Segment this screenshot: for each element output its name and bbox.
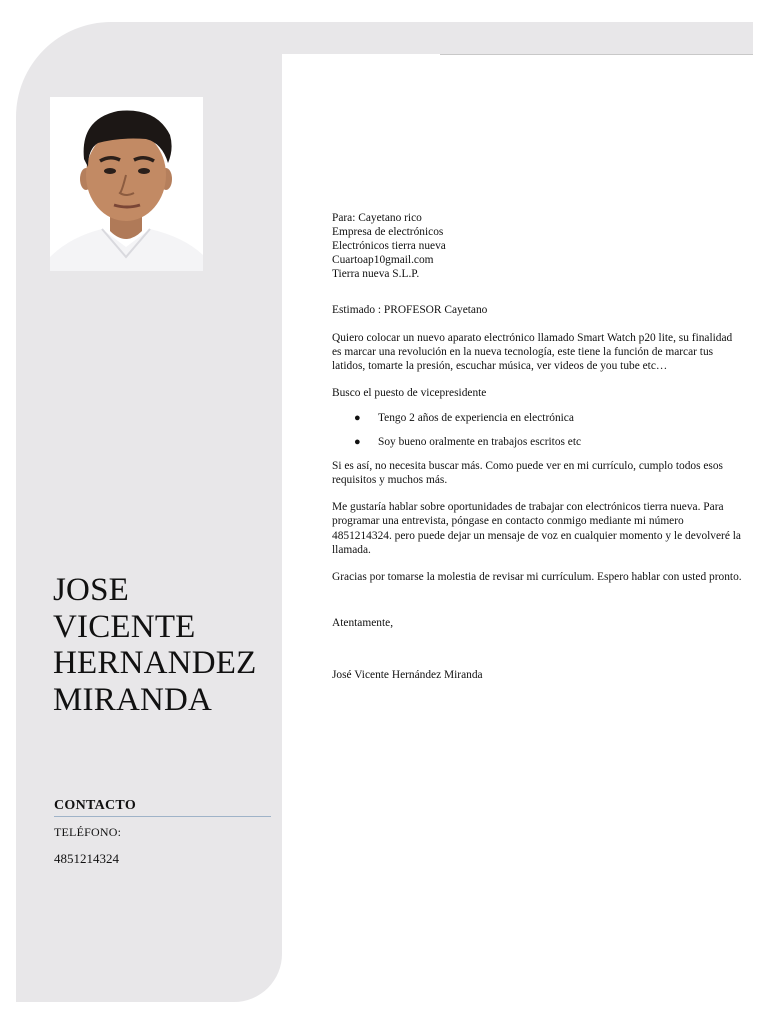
- list-item-text: Tengo 2 años de experiencia en electrónica: [378, 411, 574, 424]
- name-line: HERNANDEZ: [53, 645, 257, 681]
- list-item: [332, 435, 742, 449]
- recipient-line: Tierra nueva S.L.P.: [332, 268, 420, 281]
- recipient-line: Para: Cayetano rico: [332, 212, 422, 224]
- candidate-name: [53, 572, 278, 718]
- recipient-line: Electrónicos tierra nueva: [332, 240, 446, 253]
- top-band: [120, 22, 753, 54]
- recipient-block: [332, 211, 742, 281]
- list-item: [332, 411, 742, 425]
- profile-photo: [50, 97, 203, 271]
- phone-number: 4851214324: [54, 851, 119, 866]
- list-item-text: Soy bueno oralmente en trabajos escritos etc: [378, 436, 582, 449]
- name-line: JOSE: [53, 572, 129, 608]
- letter-paragraph: Gracias por tomarse la molestia de revisar mi currículum. Espero hablar con usted pronto.: [332, 570, 742, 583]
- bullet-icon: ●: [354, 436, 361, 449]
- recipient-line: Empresa de electrónicos: [332, 226, 444, 239]
- qualifications-list: [332, 411, 742, 449]
- signature: José Vicente Hernández Miranda: [332, 668, 483, 681]
- contact-heading: CONTACTO: [54, 798, 271, 817]
- letter-paragraph: Quiero colocar un nuevo aparato electrónico llamado Smart Watch p20 lite, su finalidad es marcar una revolución en la nueva tecnología, este tiene la función de marcar tus latidos, tomarte la presión, escuchar música, ver videos de you tube etc…: [332, 331, 733, 372]
- phone-label: TELÉFONO:: [54, 825, 122, 839]
- letter-paragraph: Si es así, no necesita buscar más. Como puede ver en mi currículo, cumplo todos esos requisitos y muchos más.: [332, 460, 723, 487]
- recipient-line: Cuartoap10gmail.com: [332, 254, 434, 267]
- bullet-icon: ●: [354, 411, 361, 424]
- top-rule: [440, 54, 753, 55]
- position-sought: Busco el puesto de vicepresidente: [332, 386, 487, 399]
- cover-letter: [332, 211, 742, 682]
- name-line: MIRANDA: [53, 681, 213, 718]
- letter-paragraph: Me gustaría hablar sobre oportunidades de trabajar con electrónicos tierra nueva. Para programar una entrevista, póngase en contacto conmigo mediante mi número 4851214324. pero puede dejar un mensaje de voz en cualquier momento y le devolveré la llamada.: [332, 501, 741, 556]
- closing: Atentamente,: [332, 616, 394, 629]
- page-curve: [282, 54, 442, 214]
- salutation: Estimado : PROFESOR Cayetano: [332, 304, 488, 317]
- name-line: VICENTE: [53, 608, 196, 645]
